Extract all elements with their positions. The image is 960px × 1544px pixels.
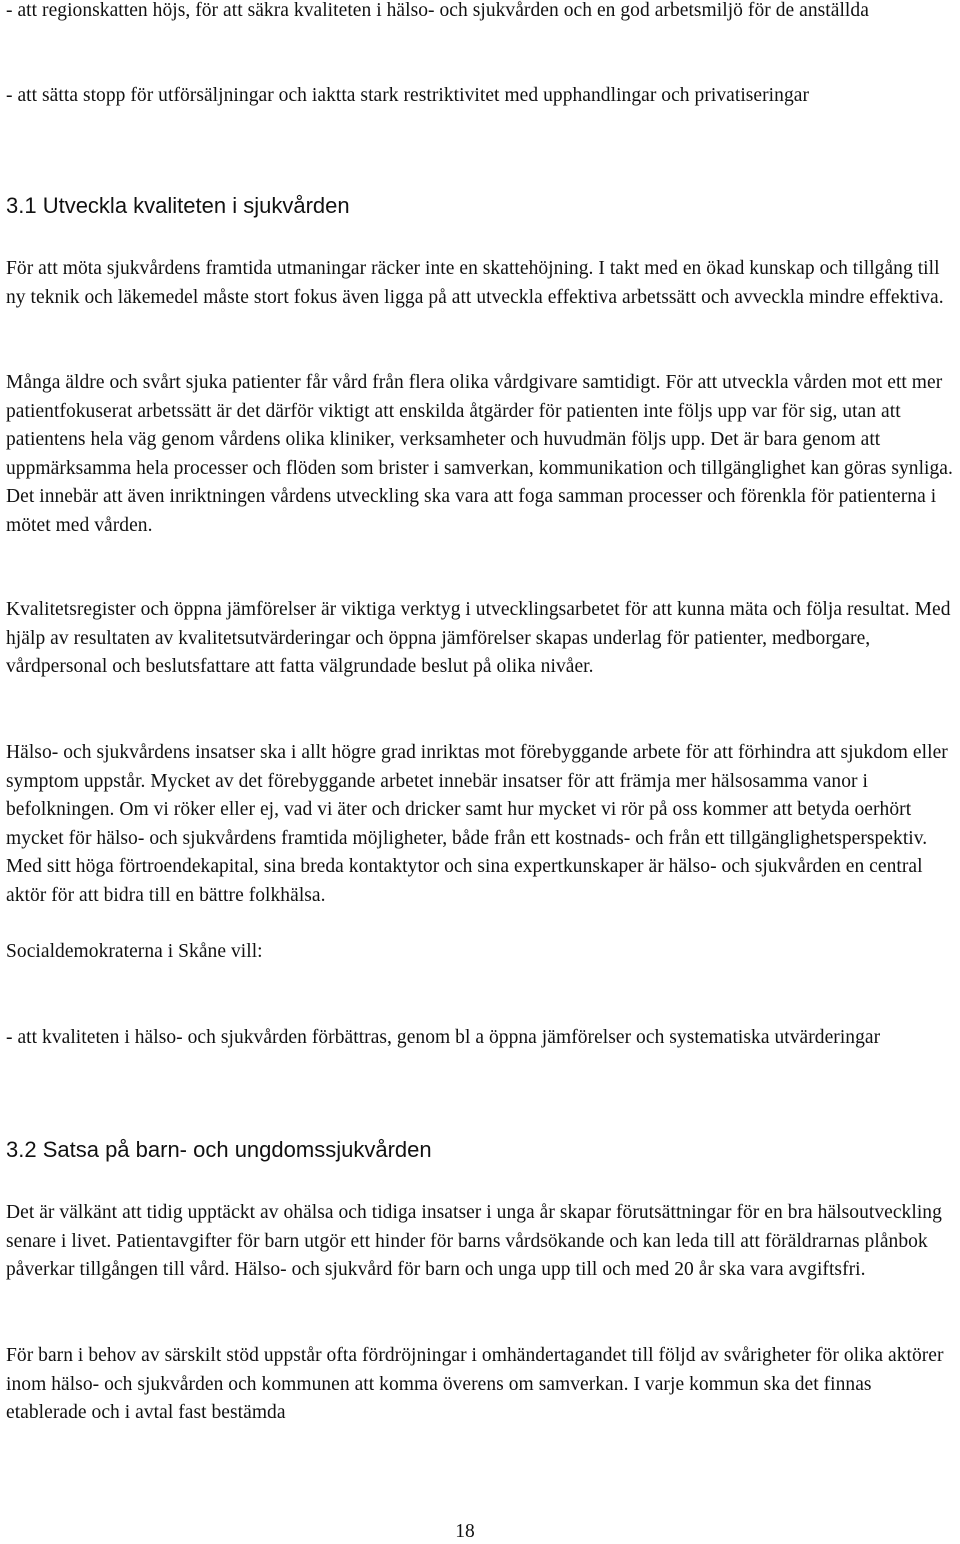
bullet-regionskatten: - att regionskatten höjs, för att säkra kvaliteten i hälso- och sjukvården och en god arbetsmiljö för de anställda — [6, 0, 869, 21]
bullet-kvaliteten: - att kvaliteten i hälso- och sjukvården förbättras, genom bl a öppna jämförelser och systematiska utvärderingar — [6, 1027, 881, 1048]
paragraph-forebyggande: Hälso- och sjukvårdens insatser ska i allt högre grad inriktas mot förebyggande arbete för att förhindra att sjukdom eller symptom uppstår. Mycket av det förebyggande arbetet innebär insatser för att främja mer hälsosamma vanor i befolkningen. Om vi röker eller ej, vad vi äter och dricker samt hur mycket vi rör på oss kommer att betyda oerhört mycket för hälso- och sjukvårdens framtida möjligheter, både från ett kostnads- och från ett tillgänglighetsperspektiv. Med sitt höga förtroendekapital, sina breda kontaktytor och sina expertkunskaper är hälso- och sjukvården en central aktör för att bidra till en bättre folkhälsa. — [6, 742, 948, 906]
paragraph-socialdemokraterna-vill: Socialdemokraterna i Skåne vill: — [6, 941, 263, 962]
bullet-utforsaljningar: - att sätta stopp för utförsäljningar och iaktta stark restriktivitet med upphandlingar och privatiseringar — [6, 85, 809, 106]
section-heading-3-2: 3.2 Satsa på barn- och ungdomssjukvården — [6, 1137, 432, 1162]
section-heading-3-1: 3.1 Utveckla kvaliteten i sjukvården — [6, 193, 350, 218]
page-number: 18 — [455, 1521, 475, 1542]
paragraph-patientfokus: Många äldre och svårt sjuka patienter får vård från flera olika vårdgivare samtidigt. För att utveckla vården mot ett mer patientfokuserat arbetssätt är det därför viktigt att enskilda åtgärder för patienten inte följs upp var för sig, utan att patientens hela väg genom vårdens olika kliniker, verksamheter och huvudmän följs upp. Det är bara genom att uppmärksamma hela processer och flöden som brister i samverkan, kommunikation och tillgänglighet kan göras synliga. Det innebär att även inriktningen vårdens utveckling ska vara att foga samman processer och förenkla för patienterna i mötet med vården. — [6, 372, 953, 536]
paragraph-kvalitetsregister: Kvalitetsregister och öppna jämförelser är viktiga verktyg i utvecklingsarbetet för att kunna mäta och följa resultat. Med hjälp av resultaten av kvalitetsutvärderingar och öppna jämförelser skapas underlag för patienter, medborgare, vårdpersonal och beslutsfattare att fatta välgrundade beslut på olika nivåer. — [6, 599, 951, 678]
paragraph-tidig-upptackt: Det är välkänt att tidig upptäckt av ohälsa och tidiga insatser i unga år skapar förutsättningar för en bra hälsoutveckling senare i livet. Patientavgifter för barn utgör ett hinder för barns vårdsökande och kan leda till att föräldrarnas plånbok påverkar tillgången till vård. Hälso- och sjukvård för barn och unga upp till och med 20 år ska vara avgiftsfri. — [6, 1202, 942, 1281]
paragraph-skattehojning: För att möta sjukvårdens framtida utmaningar räcker inte en skattehöjning. I takt med en ökad kunskap och tillgång till ny teknik och läkemedel måste stort fokus även ligga på att utveckla effektiva arbetssätt och avveckla mindre effektiva. — [6, 258, 944, 308]
paragraph-sarskilt-stod: För barn i behov av särskilt stöd uppstår ofta fördröjningar i omhändertagandet till följd av svårigheter för olika aktörer inom hälso- och sjukvården och kommunen att komma överens om samverkan. I varje kommun ska det finnas etablerade och i avtal fast bestämda — [6, 1345, 944, 1424]
